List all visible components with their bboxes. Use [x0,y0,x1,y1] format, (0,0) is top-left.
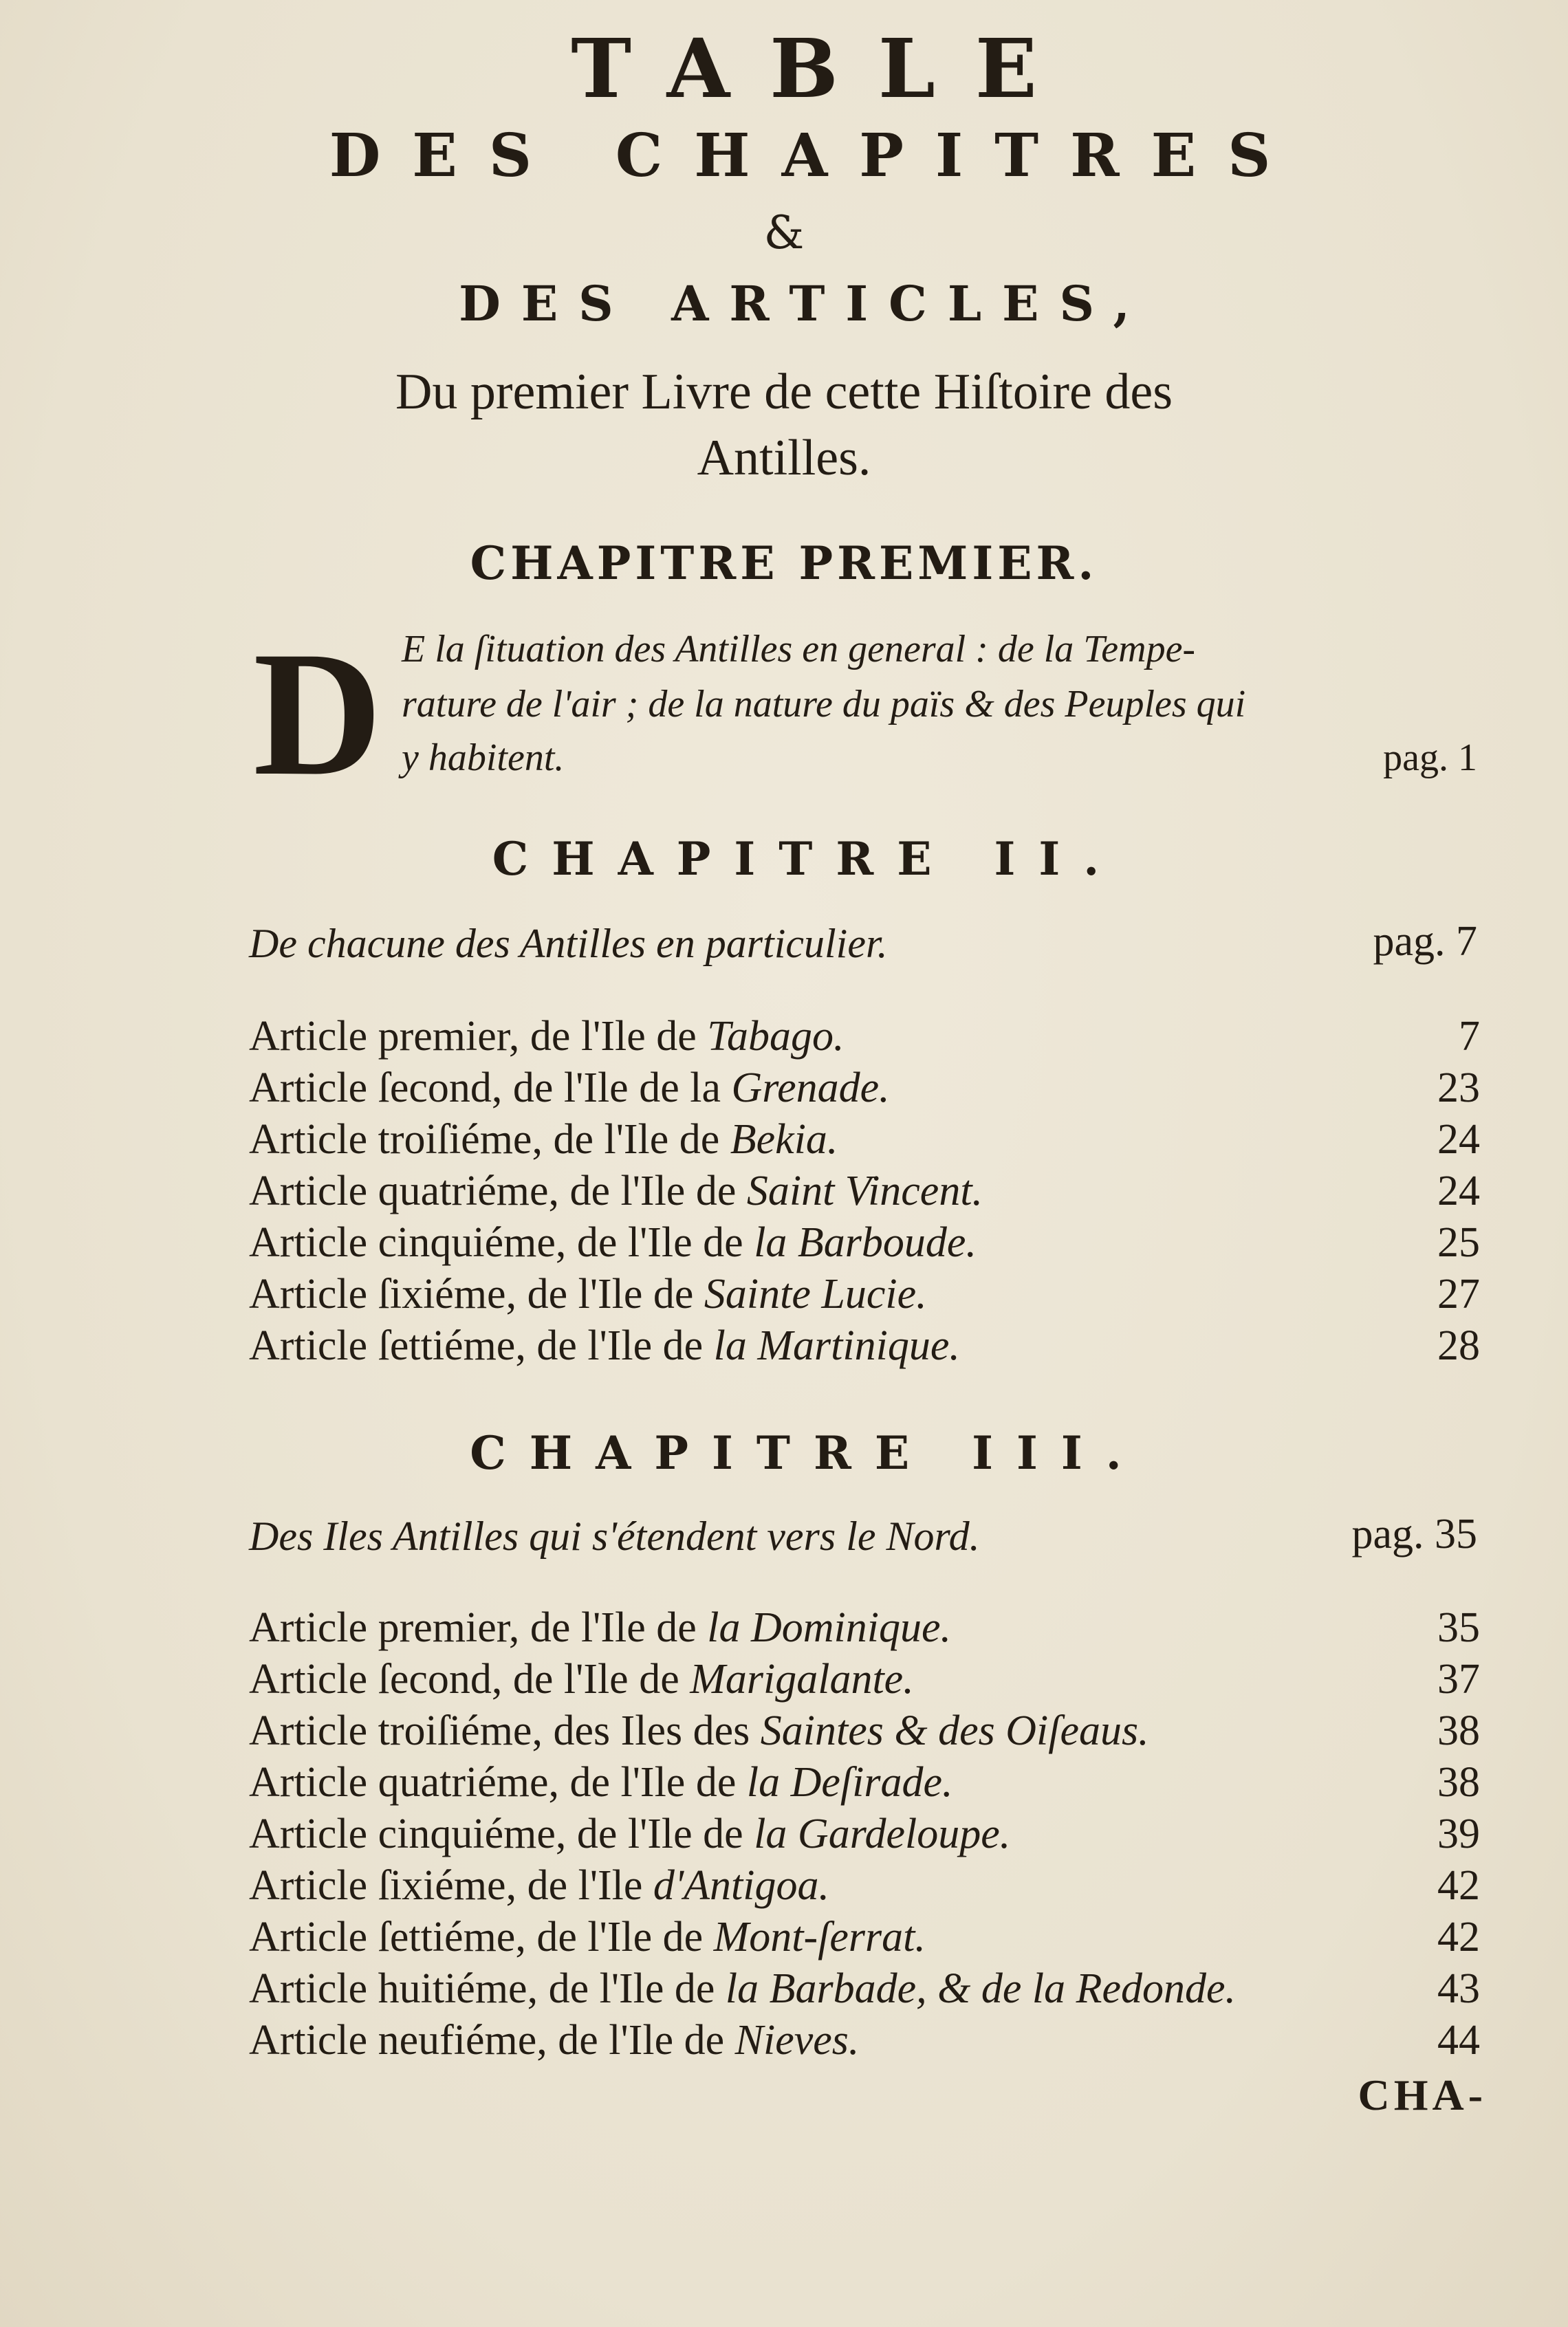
title-des-articles: DES ARTICLES, [459,275,1151,332]
article-label: Article ſecond, de l'Ile de la [249,1064,732,1111]
article-label: Article cinquiéme, de l'Ile de [249,1811,754,1857]
chapter-3-heading: CHAPITRE III. [470,1426,1145,1480]
article-page-number: 24 [1437,1116,1480,1163]
chapter-1-heading: CHAPITRE PREMIER. [470,536,1098,590]
article-label: Article neufiéme, de l'Ile de [249,2017,735,2064]
subtitle-line-1: Du premier Livre de cette Hiſtoire des [395,364,1173,420]
article-entry [249,1166,1480,1217]
article-page-number: 24 [1437,1168,1480,1214]
article-title [249,1602,951,1654]
chapter-1-summary-line: y habitent. [402,736,565,779]
article-title [249,1166,983,1217]
article-place: Nieves. [734,2017,860,2064]
article-label: Article cinquiéme, de l'Ile de [249,1219,754,1266]
article-place: la Martinique. [713,1322,960,1369]
article-entry [249,1860,1480,1912]
article-page-number: 25 [1437,1219,1480,1266]
article-entry [249,1705,1480,1757]
article-label: Article troiſiéme, de l'Ile de [249,1116,730,1163]
article-page-number: 28 [1437,1322,1480,1369]
article-place: la Barboude. [754,1219,977,1266]
article-page-number: 44 [1437,2017,1480,2064]
chapter-2-summary: De chacune des Antilles en particulier. [249,921,888,966]
article-page-number: 39 [1437,1811,1480,1857]
article-title [249,1912,926,1963]
article-entry [249,1654,1480,1705]
article-place: Saint Vincent. [746,1168,983,1214]
article-label: Article ſixiéme, de l'Ile [249,1862,653,1909]
article-page-number: 23 [1437,1064,1480,1111]
article-entry [249,1269,1480,1320]
drop-cap-letter: D [253,615,382,813]
article-page-number: 42 [1437,1914,1480,1960]
article-entry [249,1062,1480,1114]
article-place: Mont-ſerrat. [713,1914,926,1960]
article-entry [249,1011,1480,1062]
article-title [249,1705,1149,1757]
article-place: Marigalante. [690,1656,914,1703]
article-place: la Deſirade. [746,1759,953,1806]
article-title [249,1860,829,1912]
article-page-number: 38 [1437,1707,1480,1754]
article-title [249,1114,838,1166]
article-entry [249,1602,1480,1654]
title-des-chapitres: DES CHAPITRES [329,121,1303,190]
chapter-2-page-ref: pag. 7 [1373,918,1477,965]
article-place: Bekia. [730,1116,838,1163]
article-title [249,1011,845,1062]
chapter-1-page-ref: pag. 1 [1383,736,1477,779]
article-label: Article premier, de l'Ile de [249,1013,708,1060]
article-page-number: 7 [1459,1013,1480,1060]
chapter-1-summary-line: E la ſituation des Antilles en general : de la Tempe- [402,628,1196,670]
article-label: Article quatriéme, de l'Ile de [249,1168,747,1214]
article-place: la Barbade, & de la Redonde. [725,1965,1237,2012]
article-entry [249,1320,1480,1372]
article-title [249,1757,952,1809]
article-title [249,1320,960,1372]
article-place: d'Antigoa. [653,1862,829,1909]
article-label: Article troiſiéme, des Iles des [249,1707,761,1754]
article-label: Article ſecond, de l'Ile de [249,1656,690,1703]
article-page-number: 43 [1437,1965,1480,2012]
article-title [249,1809,1010,1860]
article-title [249,1654,914,1705]
article-place: Tabago. [707,1013,845,1060]
article-place: Saintes & des Oiſeaus. [760,1707,1149,1754]
article-title [249,1963,1236,2015]
catchword: CHA- [1358,2071,1487,2119]
article-page-number: 27 [1437,1271,1480,1318]
article-place: la Gardeloupe. [754,1811,1011,1857]
article-title [249,1062,890,1114]
article-entry [249,1963,1480,2015]
article-entry [249,1809,1480,1860]
article-label: Article huitiéme, de l'Ile de [249,1965,726,2012]
article-entry [249,1757,1480,1809]
chapter-3-article-list [249,1602,1480,2066]
article-title [249,1269,927,1320]
article-entry [249,1114,1480,1166]
article-label: Article premier, de l'Ile de [249,1604,708,1651]
article-place: la Dominique. [707,1604,952,1651]
article-place: Sainte Lucie. [704,1271,927,1318]
article-title [249,2015,859,2066]
article-page-number: 38 [1437,1759,1480,1806]
article-page-number: 35 [1437,1604,1480,1651]
article-label: Article ſettiéme, de l'Ile de [249,1322,714,1369]
chapter-3-page-ref: pag. 35 [1351,1511,1477,1558]
article-entry [249,1217,1480,1269]
article-page-number: 37 [1437,1656,1480,1703]
article-label: Article ſixiéme, de l'Ile de [249,1271,704,1318]
article-page-number: 42 [1437,1862,1480,1909]
article-place: Grenade. [731,1064,890,1111]
article-entry [249,2015,1480,2066]
title-ampersand: & [763,206,805,259]
title-table: TABLE [571,21,1077,116]
article-label: Article ſettiéme, de l'Ile de [249,1914,714,1960]
chapter-2-article-list [249,1011,1480,1372]
article-entry [249,1912,1480,1963]
article-title [249,1217,977,1269]
article-label: Article quatriéme, de l'Ile de [249,1759,747,1806]
subtitle-line-2: Antilles. [697,430,871,486]
chapter-1-summary-line: rature de l'air ; de la nature du païs & des Peuples qui [402,683,1246,725]
chapter-2-heading: CHAPITRE II. [492,832,1123,886]
chapter-3-summary: Des Iles Antilles qui s'étendent vers le Nord. [249,1514,980,1559]
